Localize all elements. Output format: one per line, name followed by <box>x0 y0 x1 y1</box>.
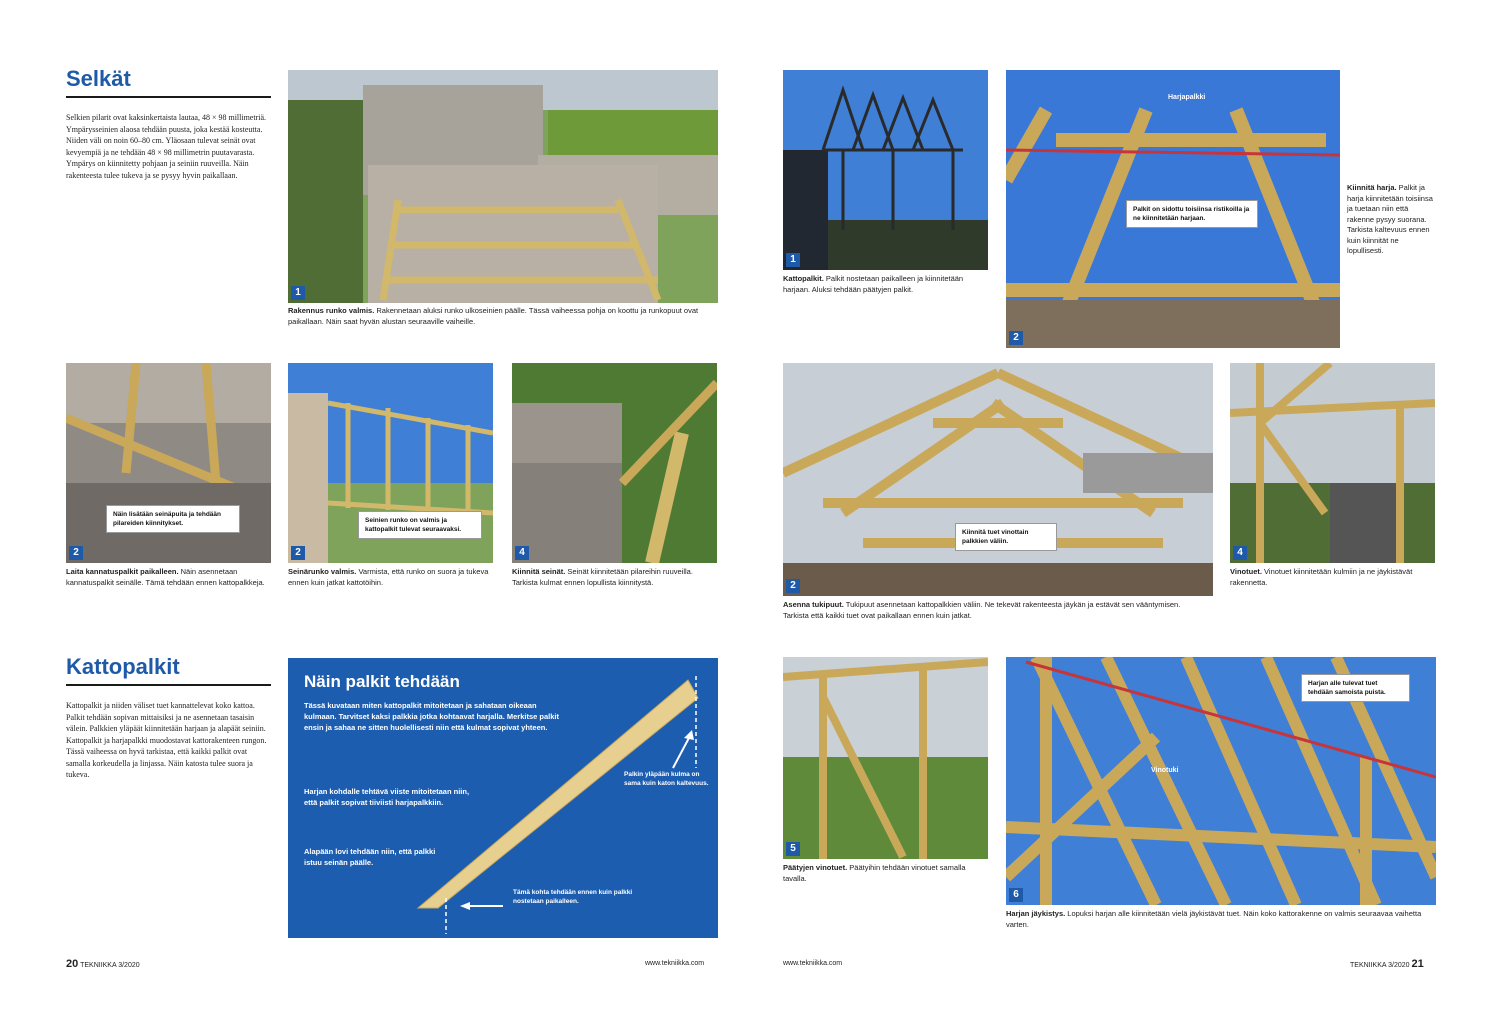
magazine-name: TEKNIIKKA <box>80 962 117 969</box>
photo-number-badge: 2 <box>291 546 305 560</box>
page-number: 21 <box>1411 958 1424 970</box>
rafter-diagram <box>288 658 718 938</box>
photo-callout: Näin lisätään seinäpuita ja tehdään pilareiden kiinnitykset. <box>106 505 240 533</box>
photo-beams-wall <box>66 363 271 563</box>
photo-number-badge: 2 <box>1009 331 1023 345</box>
photo-caption-wall-frame <box>288 567 493 588</box>
photo-callout: Harjan alle tulevat tuet tehdään samoista puista. <box>1301 674 1410 702</box>
photo-frame-ridge-beam <box>1006 70 1340 348</box>
photo-label-tag: Vinotuki <box>1151 767 1179 774</box>
caption-bold: Harjan jäykistys. <box>1006 909 1066 918</box>
caption-text: Rakennetaan aluksi runko ulkoseinien päälle. Tässä vaiheessa pohja on koottu ja runkopuut ovat paikallaan. Näin saat hyvän alustan seuraaville vaiheille. <box>288 306 699 326</box>
diagram-text-3: Alapään lovi tehdään niin, että palkki istuu seinän päälle. <box>304 847 436 867</box>
caption-bold: Seinärunko valmis. <box>288 567 357 576</box>
photo-number-badge: 4 <box>515 546 529 560</box>
caption-text: Varmista, että runko on suora ja tukeva ennen kuin jatkat kattotöihin. <box>288 567 489 587</box>
photo-gable-braces <box>783 657 988 859</box>
photo-number-badge: 1 <box>291 286 305 300</box>
page-footer-left <box>66 958 140 970</box>
photo-frame-gable-frames <box>783 70 988 270</box>
section-body-selat: Selkien pilarit ovat kaksinkertaista lautaa, 48 × 98 millimetriä. Ympärysseinien alaosa tehdään puusta, joka kestää kosteutta. Niiden väli on noin 60–80 cm. Yläosaan tulevat seinät ovat kevyempiä ja ne tehdään 48 × 98 millimetrin puutavarasta. Ympärys on kiinnitetty pohjaan ja seiniin ruuveilla. Näin rakenteesta tulee tukeva ja se pysyy hyvin paikallaan. <box>66 113 267 180</box>
diagram-title: Näin palkit tehdään <box>304 672 460 691</box>
section-title-selat: Selkät <box>66 66 271 98</box>
caption-bold: Kattopalkit. <box>783 274 824 283</box>
photo-number-badge: 4 <box>1233 546 1247 560</box>
magazine-name: TEKNIIKKA <box>1350 962 1387 969</box>
caption-bold: Laita kannatuspalkit paikalleen. <box>66 567 179 576</box>
photo-frame-corner-braces <box>1230 363 1435 563</box>
photo-gable-frames <box>783 70 988 270</box>
caption-bold: Vinotuet. <box>1230 567 1262 576</box>
photo-frame-wall-frame <box>288 363 493 563</box>
diagram-text-2: Harjan kohdalle tehtävä viiste mitoitetaan niin, että palkit sopivat tiiviisti harjapalkkiin. <box>304 787 470 807</box>
photo-caption-gable-braces <box>783 863 988 884</box>
photo-frame-foundation <box>288 70 718 303</box>
photo-number-badge: 1 <box>786 253 800 267</box>
photo-corner-braces <box>1230 363 1435 563</box>
photo-caption-truss-interior <box>783 600 1193 621</box>
photo-number-badge: 5 <box>786 842 800 856</box>
photo-callout: Seinien runko on valmis ja kattopalkit tulevat seuraavaksi. <box>358 511 482 539</box>
photo-truss-interior <box>783 363 1213 596</box>
caption-bold: Asenna tukipuut. <box>783 600 844 609</box>
caption-bold: Kiinnitä seinät. <box>512 567 566 576</box>
photo-frame-gable-braces <box>783 657 988 859</box>
caption-bold: Rakennus runko valmis. <box>288 306 375 315</box>
photo-callout: Kiinnitä tuet vinottain palkkien väliin. <box>955 523 1057 551</box>
photo-foundation <box>288 70 718 303</box>
diagram-note-bottom: Tämä kohta tehdään ennen kuin palkki nostetaan paikalleen. <box>513 889 633 905</box>
caption-bold: Päätyjen vinotuet. <box>783 863 848 872</box>
caption-text: Palkit ja harja kiinnitetään toisiinsa ja tuetaan niin että rakenne pysyy suorana. Tarkista kaltevuus ennen kuin kiinnität ne lopullisesti. <box>1347 183 1433 255</box>
side-caption-ridge <box>1347 183 1437 257</box>
photo-caption-ridge-bracing <box>1006 909 1436 930</box>
photo-frame-ridge-bracing <box>1006 657 1436 905</box>
photo-caption-beams-wall <box>66 567 271 588</box>
photo-wall-attach <box>512 363 717 563</box>
caption-text: Näin asennetaan kannatuspalkit seinälle. Tämä tehdään ennen kattopalkkeja. <box>66 567 265 587</box>
caption-text: Palkit nostetaan paikalleen ja kiinnitetään harjaan. Aluksi tehdään päätyjen palkit. <box>783 274 964 294</box>
issue-number: 3/2020 <box>1388 962 1410 969</box>
photo-frame-wall-attach <box>512 363 717 563</box>
caption-text: Vinotuet kiinnitetään kulmiin ja ne jäykistävät rakennetta. <box>1230 567 1413 587</box>
page-number: 20 <box>66 958 79 970</box>
footer-url[interactable]: www.tekniikka.com <box>645 960 705 967</box>
issue-number: 3/2020 <box>118 962 140 969</box>
photo-callout: Palkit on sidottu toisiinsa ristikoilla ja ne kiinnitetään harjaan. <box>1126 200 1258 228</box>
photo-number-badge: 2 <box>786 579 800 593</box>
photo-label-tag: Harjapalkki <box>1168 94 1206 101</box>
photo-caption-gable-frames <box>783 274 988 295</box>
photo-frame-beams-wall <box>66 363 271 563</box>
caption-text: Päätyihin tehdään vinotuet samalla tavalla. <box>783 863 966 883</box>
caption-bold: Kiinnitä harja. <box>1347 183 1397 192</box>
caption-text: Lopuksi harjan alle kiinnitetään vielä jäykistävät tuet. Näin koko kattorakenne on valmis seuraavaa vaihetta varten. <box>1006 909 1422 929</box>
section-body-kattopalkit: Kattopalkit ja niiden väliset tuet kannattelevat koko kattoa. Palkit tehdään sopivan mittaisiksi ja ne asennetaan tasaisin välein. Palkkien yläpäät kiinnitetään harjaan ja alapäät seiniin. Kattopalkit ja harjapalkki muodostavat kattorakenteen rungon. Tässä vaiheessa on hyvä tarkistaa, että kaikki palkit ovat samalla korkeudella ja linjassa. Näin katosta tulee suora ja tukeva. <box>66 701 267 779</box>
section-title-kattopalkit: Kattopalkit <box>66 654 271 686</box>
photo-caption-foundation <box>288 306 718 327</box>
caption-text: Tukipuut asennetaan kattopalkkien väliin. Ne tekevät rakenteesta jäykän ja estävät sen vääntymisen. Tarkista että kaikki tuet ovat paikallaan ennen kuin jatkat. <box>783 600 1181 620</box>
diagram-note-right: Palkin yläpään kulma on sama kuin katon kaltevuus. <box>624 771 709 787</box>
footer-url[interactable]: www.tekniikka.com <box>783 960 843 967</box>
photo-frame-truss-interior <box>783 363 1213 596</box>
photo-number-badge: 6 <box>1009 888 1023 902</box>
page-footer-right <box>1350 958 1424 970</box>
right-page <box>750 0 1500 1011</box>
diagram-text-1: Tässä kuvataan miten kattopalkit mitoitetaan ja sahataan oikeaan kulmaan. Tarvitset kaksi palkkia jotka kohtaavat harjalla. Merkitse palkit ensin ja sahaa ne sitten huolellisesti niin että kulmat sopivat yhteen. <box>304 701 559 732</box>
photo-number-badge: 2 <box>69 546 83 560</box>
photo-caption-wall-attach <box>512 567 717 588</box>
caption-text: Seinät kiinnitetään pilareihin ruuveilla. Tarkista kulmat ennen lopullista kiinnitystä. <box>512 567 693 587</box>
photo-caption-corner-braces <box>1230 567 1435 588</box>
